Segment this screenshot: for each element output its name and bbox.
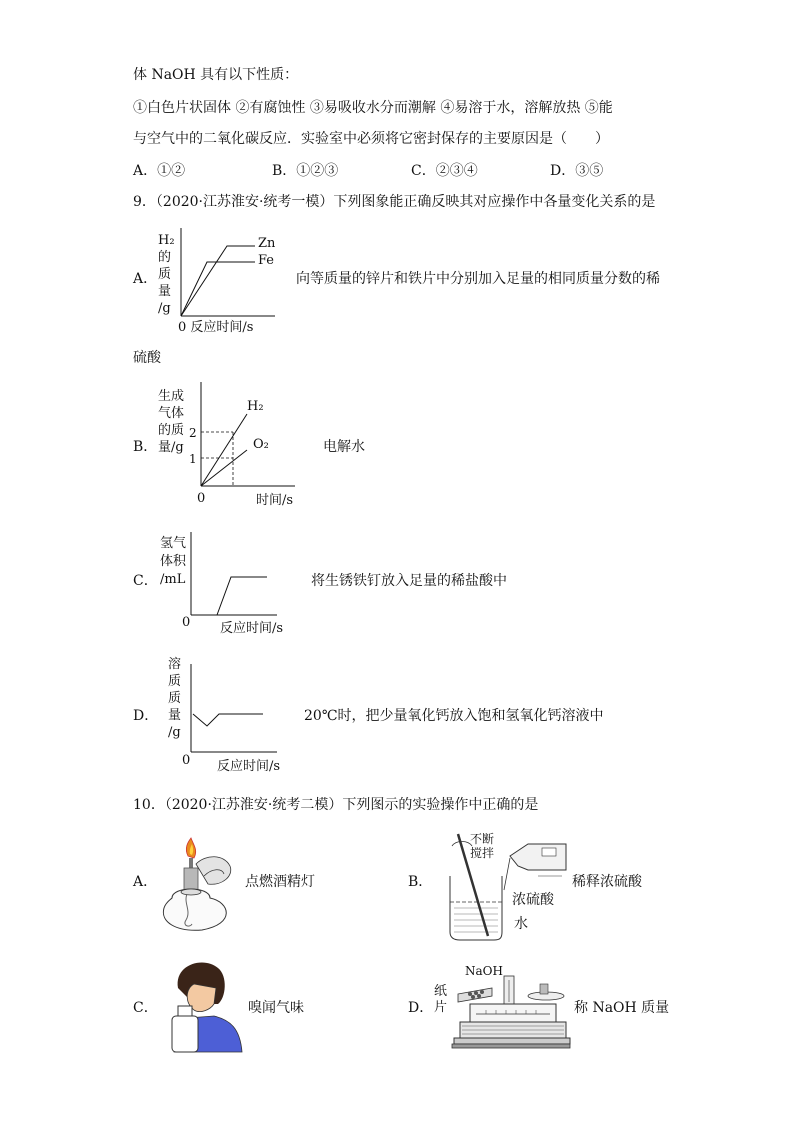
q9b-tick-2: 2 <box>189 426 197 440</box>
q8-option-d[interactable]: D．③⑤ <box>550 163 604 179</box>
q10d-label-naoh: NaOH <box>465 964 503 978</box>
q10-option-c-letter[interactable]: C． <box>133 1000 158 1016</box>
q9c-origin: 0 <box>182 615 191 630</box>
q10-option-b-letter[interactable]: B． <box>408 874 433 890</box>
q9a-zn-line <box>181 262 255 316</box>
q9b-h2-line <box>201 414 247 486</box>
q9a-xlabel: 0 反应时间/s <box>178 320 254 335</box>
q9b-origin: 0 <box>197 491 206 506</box>
q9d-graph <box>185 662 285 757</box>
q8-intro: 体 NaOH 具有以下性质： <box>133 67 299 83</box>
q9b-tick-1: 1 <box>189 452 197 466</box>
q10c-caption: 嗅闻气味 <box>248 1000 304 1016</box>
q9b-graph <box>195 380 305 490</box>
q9c-graph <box>185 530 285 620</box>
q8-properties: ①白色片状固体 ②有腐蚀性 ③易吸收水分而潮解 ④易溶于水，溶解放热 ⑤能 <box>133 100 613 116</box>
q8-option-c[interactable]: C．②③④ <box>411 163 478 179</box>
q9d-curve <box>193 714 263 726</box>
q9a-series-fe: Fe <box>258 253 275 268</box>
q9b-ylabel: 生成 气体 的质 量/g <box>158 389 185 455</box>
q10b-caption: 稀释浓硫酸 <box>572 874 642 890</box>
q9-option-a-letter[interactable]: A． <box>133 271 158 287</box>
q10-option-a-letter[interactable]: A． <box>133 874 158 890</box>
q9d-desc: 20℃时，把少量氧化钙放入饱和氢氧化钙溶液中 <box>304 708 604 724</box>
acid-bottle <box>510 844 566 870</box>
alcohol-lamp-image <box>158 838 248 936</box>
q8-option-b[interactable]: B．①②③ <box>272 163 339 179</box>
q9b-series-h2: H₂ <box>247 399 264 414</box>
q9a-ylabel: H₂ 的 质 量 /g <box>158 233 175 316</box>
q8-stem-line2: 与空气中的二氧化碳反应．实验室中必须将它密封保存的主要原因是（ ） <box>133 131 609 147</box>
smelling-image <box>164 958 242 1052</box>
q9a-fe-line <box>181 246 255 316</box>
q10-stem: 10．（2020·江苏淮安·统考二模）下列图示的实验操作中正确的是 <box>133 797 539 813</box>
q9-stem: 9．（2020·江苏淮安·统考一模）下列图象能正确反映其对应操作中各量变化关系的是 <box>133 194 656 210</box>
q9-option-c-letter[interactable]: C． <box>133 573 158 589</box>
q9c-xlabel: 反应时间/s <box>220 621 284 636</box>
q9b-desc: 电解水 <box>323 439 365 455</box>
balance-image <box>452 974 570 1052</box>
q10d-caption: 称 NaOH 质量 <box>574 1000 670 1016</box>
q10d-label-paper: 纸 片 <box>434 984 448 1015</box>
bottle <box>172 1016 198 1052</box>
q9b-o2-line <box>201 450 247 486</box>
q9-option-d-letter[interactable]: D． <box>133 708 159 724</box>
q10b-label-acid: 浓硫酸 <box>512 892 554 908</box>
q9c-desc: 将生锈铁钉放入足量的稀盐酸中 <box>311 573 507 589</box>
dilution-image <box>438 832 573 942</box>
q9c-curve <box>217 577 267 615</box>
q10-option-d-letter[interactable]: D． <box>408 1000 434 1016</box>
q8-option-a[interactable]: A．①② <box>133 163 186 179</box>
q9d-xlabel: 反应时间/s <box>217 759 281 774</box>
q9a-series-zn: Zn <box>258 236 276 251</box>
q9c-ylabel: 氢气 体积 /mL <box>160 536 187 587</box>
q10a-caption: 点燃酒精灯 <box>245 874 315 890</box>
q9d-ylabel: 溶 质 质 量 /g <box>168 657 182 740</box>
q9b-xlabel: 时间/s <box>256 493 294 508</box>
q9-option-b-letter[interactable]: B． <box>133 439 158 455</box>
q9d-origin: 0 <box>182 753 191 768</box>
q10b-label-stir: 不断 搅拌 <box>470 832 495 860</box>
q9b-series-o2: O₂ <box>253 437 269 452</box>
q9a-desc: 向等质量的锌片和铁片中分别加入足量的相同质量分数的稀 <box>296 271 660 287</box>
q9a-desc-2: 硫酸 <box>133 350 161 366</box>
q10b-label-water: 水 <box>514 916 528 932</box>
